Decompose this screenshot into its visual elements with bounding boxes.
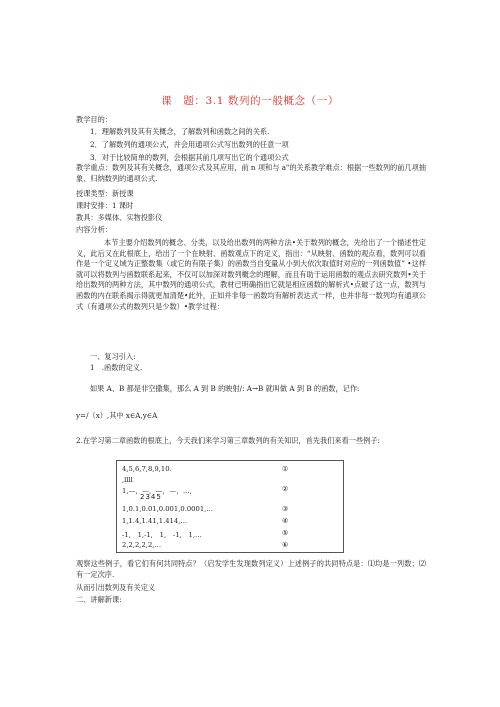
example-fraction-numerators: ,llll — [122, 476, 133, 484]
objective-2: 2．了解数列的通项公式，并会用通项公式写出数列的任意一项 — [90, 140, 289, 149]
example-mark-4: ④ — [282, 517, 289, 525]
example-5: -1, 1,-1, 1, -1, 1,… — [122, 531, 202, 539]
example-mark-3: ③ — [282, 505, 289, 513]
review-item-1: 1 .函数的定义. — [90, 363, 143, 372]
key-points-text: 教学重点：数列及其有关概念，通项公式及其应用，前 n 项和与 a"的关系教学难点：根据一些数列的前几项抽象、归纳数列的通项公式. — [76, 163, 426, 183]
section-2-heading: 二、讲解新课: — [76, 595, 122, 604]
function-notation: y=/（x）,其中 x∈A,y∈A — [76, 411, 158, 420]
example-2: 1,—，—，—，—，…, — [122, 487, 192, 495]
content-heading: 内容分析： — [76, 225, 112, 234]
objectives-heading: 教学目的： — [76, 115, 112, 124]
item-2-text: 2.在学习第二章函数的根底上，今天我们来学习第三章数列的有关知识，首先我们来看一些例子: — [76, 436, 380, 445]
content-analysis — [76, 238, 426, 312]
objective-1: 1．理解数列及其有关概念，了解数列和函数之间的关系. — [90, 127, 270, 136]
mapping-definition: 如果 A、B 都是非空撒集，那么 A 到 B 的映射/: A→B 就叫做 A 到 B 的函数，记作: — [90, 384, 360, 393]
item-2 — [76, 436, 426, 447]
example-fraction-denominators: 2345 — [140, 493, 162, 501]
lesson-title: 课 题：3.1 数列的一般概念（一） — [161, 95, 339, 107]
lesson-type: 授课类型：新授课 — [76, 189, 134, 198]
example-mark-6: ⑥ — [282, 541, 289, 549]
objective-3: 3．对于比较简单的数列，会根据其前几项写出它的个通项公式 — [90, 153, 289, 162]
observation-text: 观察这些例子，看它们有何共同特点？（启发学生发现数列定义）上述例子的共同特点是：⑴均是一列数；⑵有一定次序. — [76, 559, 426, 579]
key-points — [76, 163, 426, 184]
example-4: 1,1.4,1.41,1.414,… — [122, 517, 188, 525]
schedule: 课时安排：1 课时 — [76, 201, 134, 210]
lead-in: 从而引出数列及有关定义 — [76, 583, 156, 592]
example-mark-1: ① — [282, 465, 289, 473]
content-analysis-text: 本节主要介绍数列的概念、分类，以及给出数列的两种方法•关于数列的概念，先给出了一个描述性定义，此后又在此根底上，给出了一个在映射、函数观点下的定义，指出：“从映射、函数的观点看，数列可以看作是一个定义域为正整数集（或它的有限子集）的函数当自变量从小到大依次取值时对应的一列函数值” •这样就可以将数列与函数联系起来，不仅可以加深对数列概念的理解，而且有助于运用函数的观点去研究数列•关于给出数列的两种方法，其中数列的通项公式，教材已明确指出它就是相应函数的解析式•点破了这一点，数列与函数的内在联系揭示得就更加清楚•此外，正如并非每一函数均有解析表达式一样，也并非每一数列均有通项公式（有通项公式的数列只是少数）•教学过程： — [76, 238, 426, 311]
review-heading: 一、复习引入: — [90, 352, 136, 361]
example-3: 1,0.1,0.01,0.001,0.0001,… — [122, 505, 214, 513]
example-1: 4,5,6,7,8,9,10. — [122, 465, 172, 473]
observation — [76, 559, 426, 580]
examples-box — [116, 460, 344, 553]
example-mark-5: ⑤ — [282, 529, 289, 537]
teaching-aids: 教具：多媒体、实物投影仪 — [76, 213, 163, 222]
example-mark-2: ② — [282, 485, 289, 493]
example-6: 2,2,2,2,2,… — [122, 541, 162, 549]
